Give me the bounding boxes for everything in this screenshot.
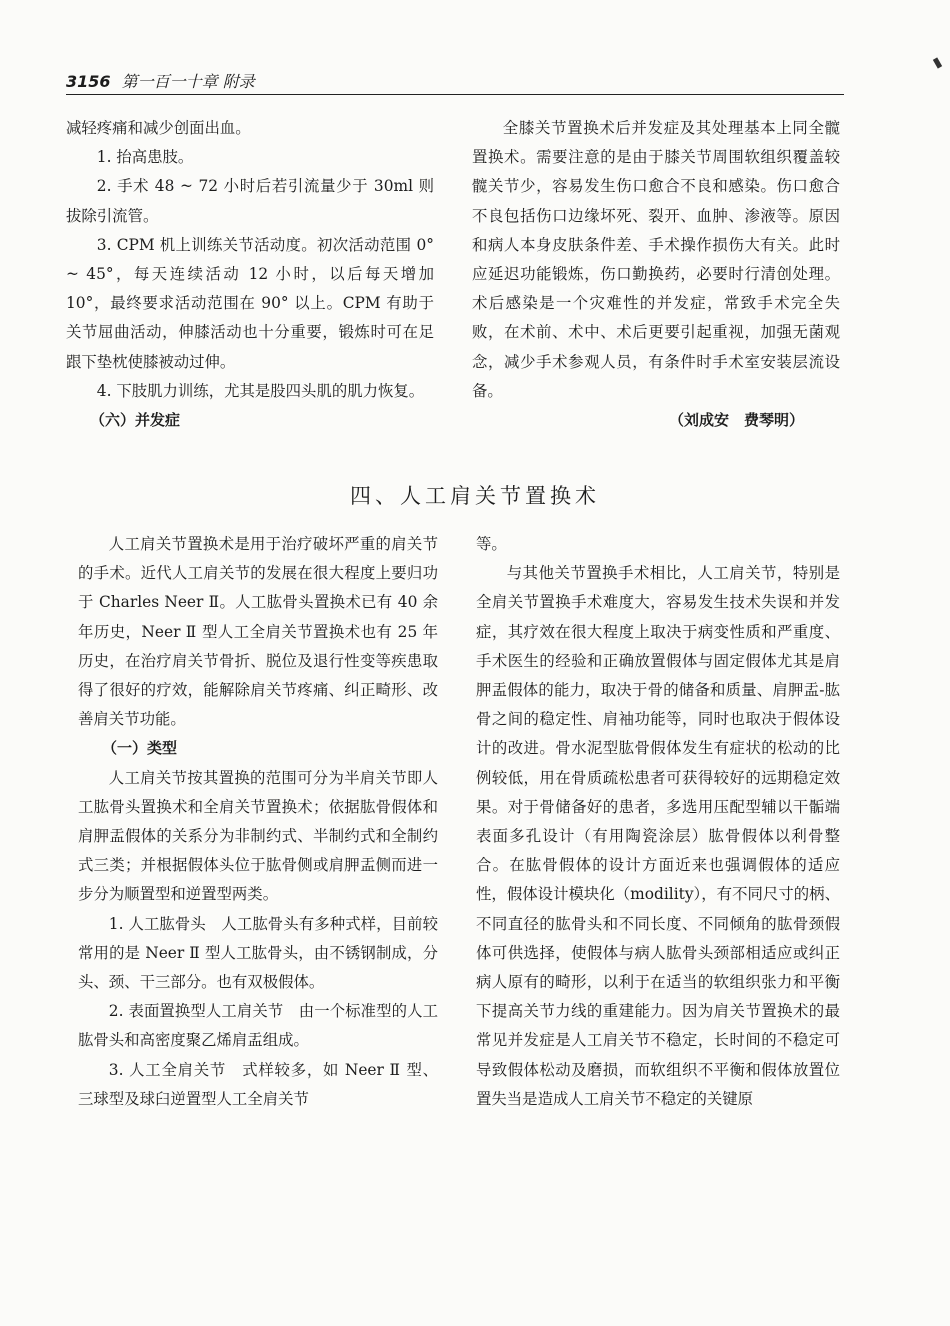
page-header xyxy=(66,70,844,95)
bottom-right-paragraph: 与其他关节置换手术相比，人工肩关节，特别是全肩关节置换手术难度大，容易发生技术失误和并发症，其疗效在很大程度上取决于病变性质和严重度、手术医生的经验和正确放置假体与固定假体尤其是肩胛盂假体的能力，取决于骨的储备和质量、肩胛盂-肱骨之间的稳定性、肩袖功能等，同时也取决于假体设计的改进。骨水泥型肱骨假体发生有症状的松动的比例较低，用在骨质疏松患者可获得较好的远期稳定效果。对于骨储备好的患者，多选用压配型辅以干骺端表面多孔设计（有用陶瓷涂层）肱骨假体以利骨整合。在肱骨假体的设计方面近来也强调假体的适应性，假体设计模块化（modility），有不同尺寸的柄、不同直径的肱骨头和不同长度、不同倾角的肱骨颈假体可供选择，使假体与病人肱骨头颈部相适应或纠正病人原有的畸形，以利于在适当的软组织张力和平衡下提高关节力线的重建能力。因为肩关节置换术的最常见并发症是人工肩关节不稳定，长时间的不稳定可导致假体松动及磨损，而软组织不平衡和假体放置位置失当是造成人工肩关节不稳定的关键原 xyxy=(476,564,840,1108)
bottom-left-paragraph: 人工肩关节置换术是用于治疗破坏严重的肩关节的手术。近代人工肩关节的发展在很大程度上要归功于 Charles Neer Ⅱ。人工肱骨头置换术已有 40 余年历史，Neer Ⅱ 型人工全肩关节置换术也有 25 年历史，在治疗肩关节骨折、脱位及退行性变等疾患取得了很好的疗效，能解除肩关节疼痛、纠正畸形、改善肩关节功能。 xyxy=(78,535,438,729)
chapter-title: 第一百一十章 附录 xyxy=(121,72,255,91)
top-right-paragraph: 全膝关节置换术后并发症及其处理基本上同全髋置换术。需要注意的是由于膝关节周围软组织覆盖较髋关节少，容易发生伤口愈合不良和感染。伤口愈合不良包括伤口边缘坏死、裂开、血肿、渗液等。原因和病人本身皮肤条件差、手术操作损伤大有关。此时应延迟功能锻炼，伤口勤换药，必要时行清创处理。术后感染是一个灾难性的并发症，常致手术完全失败，在术前、术中、术后更要引起重视，加强无菌观念，减少手术参观人员，有条件时手术室安装层流设备。 xyxy=(472,119,840,400)
top-left-paragraph: 减轻疼痛和减少创面出血。 xyxy=(66,119,251,137)
bottom-left-column xyxy=(78,530,438,1114)
bottom-left-paragraph: 2. 表面置换型人工肩关节 由一个标准型的人工肱骨头和高密度聚乙烯肩盂组成。 xyxy=(78,1002,438,1050)
section-title: 四、人工肩关节置换术 xyxy=(350,484,600,508)
top-left-paragraph: 4. 下肢肌力训练，尤其是股四头肌的肌力恢复。 xyxy=(96,381,425,400)
bottom-right-paragraph: 等。 xyxy=(476,535,507,553)
bottom-left-paragraph: （一）类型 xyxy=(102,739,178,758)
scan-mark xyxy=(933,57,942,68)
page-number: 3156 xyxy=(66,72,111,91)
top-right-column xyxy=(472,114,840,435)
top-left-column xyxy=(66,114,434,435)
bottom-right-column xyxy=(476,530,840,1114)
top-left-paragraph: （六）并发症 xyxy=(90,411,181,430)
top-right-paragraph: （刘成安 费琴明） xyxy=(668,411,804,430)
bottom-left-paragraph: 1. 人工肱骨头 人工肱骨头有多种式样，目前较常用的是 Neer Ⅱ 型人工肱骨头，由不锈钢制成，分头、颈、干三部分。也有双极假体。 xyxy=(78,914,438,992)
bottom-left-paragraph: 3. 人工全肩关节 式样较多，如 Neer Ⅱ 型、三球型及球臼逆置型人工全肩关节 xyxy=(78,1060,438,1108)
top-left-paragraph: 1. 抬高患肢。 xyxy=(96,148,194,167)
top-left-paragraph: 2. 手术 48 ~ 72 小时后若引流量少于 30ml 则拔除引流管。 xyxy=(66,177,434,225)
bottom-left-paragraph: 人工肩关节按其置换的范围可分为半肩关节即人工肱骨头置换术和全肩关节置换术；依据肱骨假体和肩胛盂假体的关系分为非制约式、半制约式和全制约式三类；并根据假体头位于肱骨侧或肩胛盂侧而进一步分为顺置型和逆置型两类。 xyxy=(78,768,438,904)
top-left-paragraph: 3. CPM 机上训练关节活动度。初次活动范围 0° ~ 45°，每天连续活动 12 小时，以后每天增加 10°，最终要求活动范围在 90° 以上。CPM 有助于关节屈曲活动，伸膝活动也十分重要，锻炼时可在足跟下垫枕使膝被动过伸。 xyxy=(66,235,434,371)
